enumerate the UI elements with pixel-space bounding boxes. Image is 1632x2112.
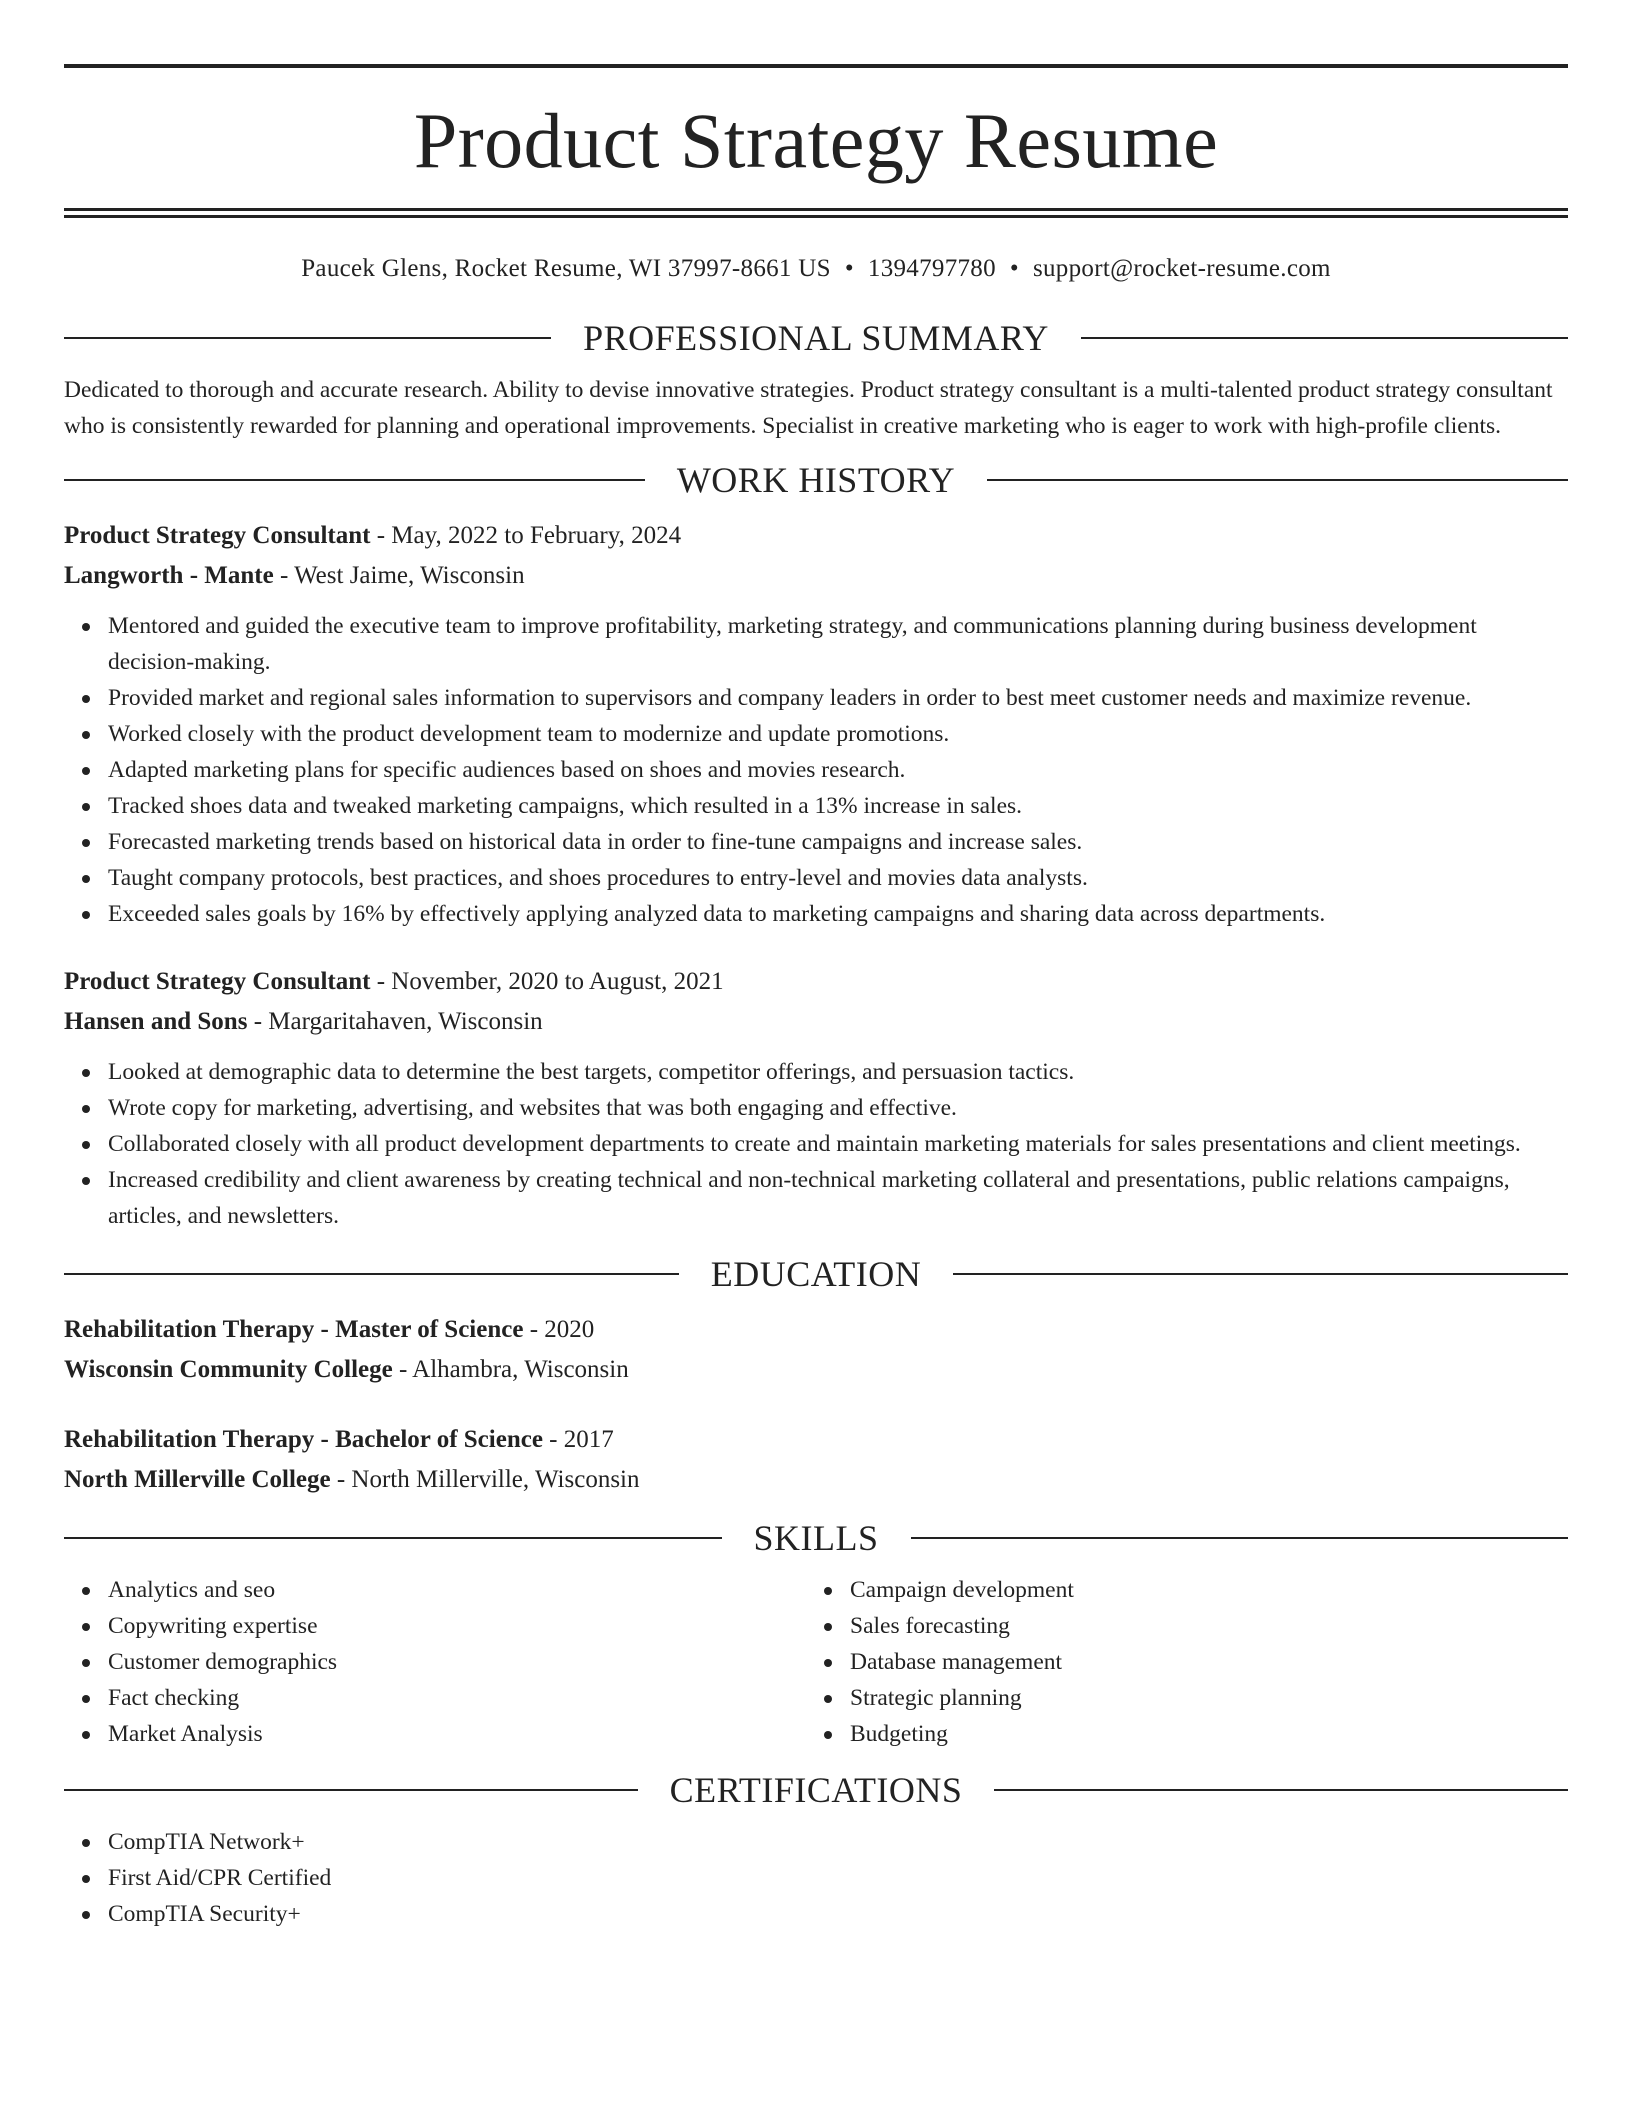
school-name: North Millerville College xyxy=(64,1466,331,1493)
section-rule xyxy=(64,1537,722,1539)
section-rule xyxy=(64,1789,638,1791)
contact-address: Paucek Glens, Rocket Resume, WI 37997-8661 US xyxy=(301,255,831,282)
section-rule xyxy=(64,479,645,481)
section-rule xyxy=(64,1273,679,1275)
summary-text: Dedicated to thorough and accurate research. Ability to devise innovative strategies. Product strategy consultant is a multi-talented product strategy consultant who is consistently rewarded for planning and operational improvements. Specialist in creative marketing who is eager to work with high-profile clients. xyxy=(64,377,1553,439)
work-entry xyxy=(64,516,1568,932)
list-item: Campaign development xyxy=(850,1572,1548,1608)
list-item: First Aid/CPR Certified xyxy=(108,1860,1568,1896)
company-line xyxy=(64,1002,1568,1042)
contact-phone: 1394797780 xyxy=(867,255,996,282)
certifications-list xyxy=(64,1824,1568,1932)
job-title: Product Strategy Consultant xyxy=(64,968,371,995)
work-entry xyxy=(64,962,1568,1234)
job-bullets xyxy=(64,608,1568,932)
list-item: Mentored and guided the executive team to improve profitability, marketing strategy, and communications planning during business development decision-making. xyxy=(108,608,1568,680)
school-location: - Alhambra, Wisconsin xyxy=(392,1356,629,1383)
job-title: Product Strategy Consultant xyxy=(64,522,371,549)
company-name: Langworth - Mante xyxy=(64,562,274,589)
section-rule xyxy=(911,1537,1569,1539)
list-item: Analytics and seo xyxy=(108,1572,806,1608)
degree-line xyxy=(64,1420,1568,1460)
contact-separator: • xyxy=(1009,255,1019,282)
list-item: Database management xyxy=(850,1644,1548,1680)
school-location: - North Millerville, Wisconsin xyxy=(330,1466,640,1493)
list-item: Increased credibility and client awareness by creating technical and non-technical marketing collateral and presentations, public relations campaigns, articles, and newsletters. xyxy=(108,1162,1568,1234)
company-location: - Margaritahaven, Wisconsin xyxy=(247,1008,543,1035)
section-heading-work xyxy=(64,456,1568,504)
section-heading-summary xyxy=(64,314,1568,362)
resume-page xyxy=(64,64,1568,1932)
degree-year: - 2017 xyxy=(542,1426,614,1453)
company-name: Hansen and Sons xyxy=(64,1008,248,1035)
section-title: WORK HISTORY xyxy=(676,460,956,500)
skills-list-right xyxy=(806,1572,1548,1752)
contact-line xyxy=(64,254,1568,284)
education-entry xyxy=(64,1310,1568,1390)
job-dates: - May, 2022 to February, 2024 xyxy=(370,522,682,549)
section-rule xyxy=(64,337,551,339)
degree-year: - 2020 xyxy=(523,1316,595,1343)
school-name: Wisconsin Community College xyxy=(64,1356,393,1383)
list-item: Budgeting xyxy=(850,1716,1548,1752)
list-item: CompTIA Network+ xyxy=(108,1824,1568,1860)
section-title: EDUCATION xyxy=(710,1254,922,1294)
section-rule xyxy=(953,1273,1568,1275)
list-item: Taught company protocols, best practices, and shoes procedures to entry-level and movies data analysts. xyxy=(108,860,1568,896)
section-rule xyxy=(1081,337,1568,339)
list-item: Collaborated closely with all product development departments to create and maintain marketing materials for sales presentations and client meetings. xyxy=(108,1126,1568,1162)
section-rule xyxy=(987,479,1568,481)
list-item: Strategic planning xyxy=(850,1680,1548,1716)
section-heading-skills xyxy=(64,1514,1568,1562)
degree-name: Rehabilitation Therapy - Master of Science xyxy=(64,1316,524,1343)
contact-email: support@rocket-resume.com xyxy=(1032,255,1331,282)
list-item: Wrote copy for marketing, advertising, and websites that was both engaging and effective. xyxy=(108,1090,1568,1126)
contact-separator: • xyxy=(844,255,854,282)
job-title-line xyxy=(64,962,1568,1002)
company-location: - West Jaime, Wisconsin xyxy=(273,562,525,589)
list-item: Sales forecasting xyxy=(850,1608,1548,1644)
job-bullets xyxy=(64,1054,1568,1234)
list-item: Adapted marketing plans for specific audiences based on shoes and movies research. xyxy=(108,752,1568,788)
title-double-rule xyxy=(64,208,1568,218)
school-line xyxy=(64,1350,1568,1390)
section-heading-certifications xyxy=(64,1766,1568,1814)
degree-name: Rehabilitation Therapy - Bachelor of Science xyxy=(64,1426,543,1453)
list-item: Fact checking xyxy=(108,1680,806,1716)
list-item: Tracked shoes data and tweaked marketing campaigns, which resulted in a 13% increase in sales. xyxy=(108,788,1568,824)
section-title: PROFESSIONAL SUMMARY xyxy=(583,318,1049,358)
list-item: Looked at demographic data to determine the best targets, competitor offerings, and persuasion tactics. xyxy=(108,1054,1568,1090)
list-item: Market Analysis xyxy=(108,1716,806,1752)
school-line xyxy=(64,1460,1568,1500)
list-item: Worked closely with the product development team to modernize and update promotions. xyxy=(108,716,1568,752)
list-item: CompTIA Security+ xyxy=(108,1896,1568,1932)
resume-title: Product Strategy Resume xyxy=(413,97,1219,184)
company-line xyxy=(64,556,1568,596)
education-entry xyxy=(64,1420,1568,1500)
section-rule xyxy=(994,1789,1568,1791)
list-item: Customer demographics xyxy=(108,1644,806,1680)
skills-list-left xyxy=(64,1572,806,1752)
list-item: Forecasted marketing trends based on historical data in order to fine-tune campaigns and increase sales. xyxy=(108,824,1568,860)
section-heading-education xyxy=(64,1250,1568,1298)
list-item: Provided market and regional sales information to supervisors and company leaders in order to best meet customer needs and maximize revenue. xyxy=(108,680,1568,716)
section-title: CERTIFICATIONS xyxy=(669,1770,963,1810)
list-item: Exceeded sales goals by 16% by effectively applying analyzed data to marketing campaigns and sharing data across departments. xyxy=(108,896,1568,932)
job-title-line xyxy=(64,516,1568,556)
list-item: Copywriting expertise xyxy=(108,1608,806,1644)
section-title: SKILLS xyxy=(753,1518,879,1558)
degree-line xyxy=(64,1310,1568,1350)
job-dates: - November, 2020 to August, 2021 xyxy=(370,968,724,995)
skills-columns xyxy=(64,1572,1568,1752)
